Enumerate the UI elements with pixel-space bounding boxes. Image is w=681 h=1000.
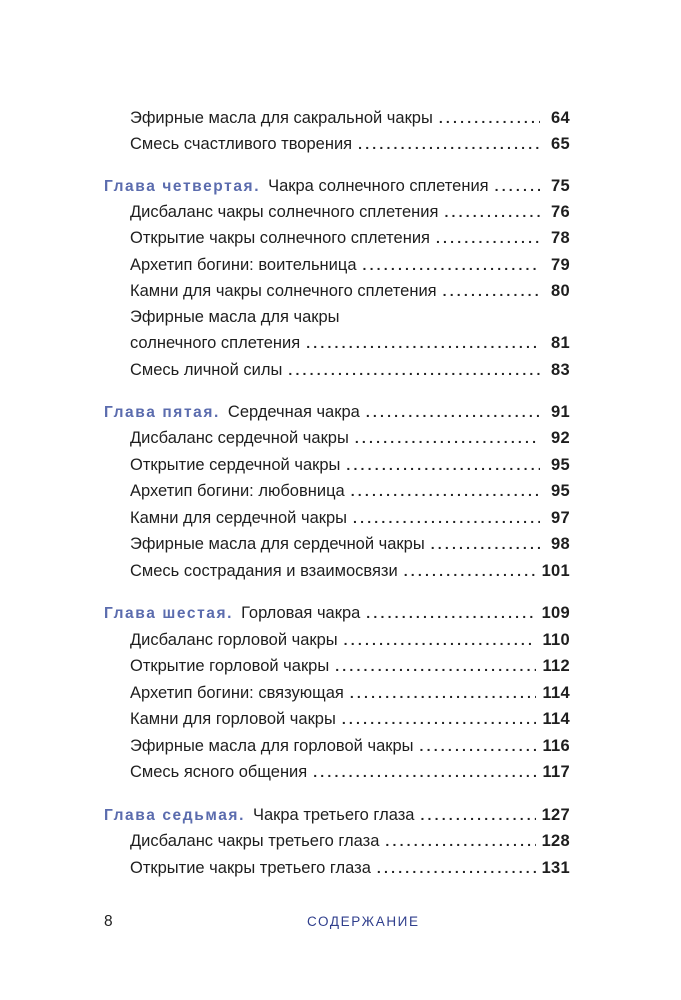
entry-page-number: 98	[551, 535, 570, 553]
entry-title: Архетип богини: связующая	[130, 684, 344, 702]
entry-title: Дисбаланс горловой чакры	[130, 631, 338, 649]
toc-chapter-entry	[104, 600, 570, 626]
dot-leader	[404, 558, 536, 584]
entry-title: Смесь сострадания и взаимосвязи	[130, 562, 398, 580]
entry-page-number: 78	[551, 229, 570, 247]
entry-page-number: 101	[541, 562, 570, 580]
dot-leader	[346, 452, 540, 478]
chapter-number: Глава пятая.	[104, 404, 220, 421]
toc-entry	[130, 531, 570, 557]
toc-chapter-entry	[104, 173, 570, 199]
entry-page-number: 79	[551, 256, 570, 274]
entry-page-number: 117	[542, 763, 570, 781]
entry-page-number: 97	[551, 509, 570, 527]
entry-page-number: 76	[551, 203, 570, 221]
entry-title: Эфирные масла для сакральной чакры	[130, 109, 433, 127]
dot-leader	[420, 802, 535, 828]
toc-entry	[130, 357, 570, 383]
dot-leader	[377, 855, 536, 881]
dot-leader	[288, 357, 540, 383]
entry-page-number: 127	[541, 806, 570, 824]
entry-title: Чакра третьего глаза	[252, 806, 415, 824]
entry-title: Сердечная чакра	[227, 403, 360, 421]
toc-entry	[130, 131, 570, 157]
dot-leader	[313, 759, 536, 785]
entry-page-number: 128	[541, 832, 570, 850]
toc-entry	[130, 425, 570, 451]
entry-page-number: 83	[551, 361, 570, 379]
entry-page-number: 64	[551, 109, 570, 127]
toc-entry	[130, 478, 570, 504]
chapter-number: Глава седьмая.	[104, 807, 245, 824]
entry-title: Открытие чакры третьего глаза	[130, 859, 371, 877]
entry-title: Эфирные масла для чакры	[130, 308, 340, 326]
entry-page-number: 116	[542, 737, 570, 755]
toc-entry	[130, 505, 570, 531]
toc-entry	[130, 680, 570, 706]
dot-leader	[420, 733, 537, 759]
toc-entry	[130, 304, 570, 330]
dot-leader	[366, 600, 535, 626]
dot-leader	[342, 706, 537, 732]
toc-entry	[130, 199, 570, 225]
entry-page-number: 112	[542, 657, 570, 675]
entry-page-number: 109	[541, 604, 570, 622]
toc-entry	[130, 278, 570, 304]
entry-page-number: 95	[551, 456, 570, 474]
entry-title: Смесь ясного общения	[130, 763, 308, 781]
entry-page-number: 75	[551, 177, 570, 195]
dot-leader	[350, 680, 537, 706]
dot-leader	[444, 199, 540, 225]
dot-leader	[436, 225, 540, 251]
dot-leader	[353, 505, 540, 531]
dot-leader	[355, 425, 540, 451]
chapter-number: Глава четвертая.	[104, 178, 261, 195]
entry-title: Архетип богини: воительница	[130, 256, 357, 274]
toc-entry	[130, 225, 570, 251]
dot-leader	[443, 278, 540, 304]
dot-leader	[335, 653, 536, 679]
dot-leader	[363, 252, 541, 278]
dot-leader	[439, 105, 540, 131]
entry-page-number: 95	[551, 482, 570, 500]
entry-title: Чакра солнечного сплетения	[268, 177, 489, 195]
entry-page-number: 114	[542, 710, 570, 728]
entry-page-number: 81	[551, 334, 570, 352]
entry-page-number: 92	[551, 429, 570, 447]
entry-page-number: 114	[542, 684, 570, 702]
dot-leader	[385, 828, 535, 854]
entry-title: Дисбаланс чакры третьего глаза	[130, 832, 380, 850]
entry-title: Эфирные масла для горловой чакры	[130, 737, 414, 755]
toc-entry	[130, 105, 570, 131]
toc-chapter-entry	[104, 802, 570, 828]
entry-title: Открытие сердечной чакры	[130, 456, 341, 474]
toc-entry	[130, 653, 570, 679]
entry-title: Смесь счастливого творения	[130, 135, 353, 153]
entry-page-number: 131	[541, 859, 570, 877]
entry-title: Архетип богини: любовница	[130, 482, 345, 500]
entry-page-number: 80	[551, 282, 570, 300]
dot-leader	[495, 173, 540, 199]
toc-entry	[130, 706, 570, 732]
dot-leader	[351, 478, 540, 504]
page-number: 8	[104, 913, 113, 930]
running-head: СОДЕРЖАНИЕ	[307, 914, 420, 929]
toc-entry	[130, 759, 570, 785]
entry-title: солнечного сплетения	[130, 334, 301, 352]
toc-entry	[130, 252, 570, 278]
dot-leader	[358, 131, 540, 157]
entry-title: Камни для сердечной чакры	[130, 509, 348, 527]
dot-leader	[306, 330, 540, 356]
entry-title: Открытие горловой чакры	[130, 657, 330, 675]
toc-chapter-entry	[104, 399, 570, 425]
entry-title: Дисбаланс сердечной чакры	[130, 429, 349, 447]
toc-entry	[130, 855, 570, 881]
entry-title: Открытие чакры солнечного сплетения	[130, 229, 430, 247]
entry-title: Камни для горловой чакры	[130, 710, 336, 728]
toc-entry	[130, 558, 570, 584]
toc-entry	[130, 627, 570, 653]
toc-entry	[130, 828, 570, 854]
entry-title: Дисбаланс чакры солнечного сплетения	[130, 203, 439, 221]
dot-leader	[431, 531, 540, 557]
entry-page-number: 110	[542, 631, 570, 649]
toc-entry	[130, 330, 570, 356]
toc-entry	[130, 733, 570, 759]
entry-title: Горловая чакра	[241, 604, 361, 622]
entry-title: Эфирные масла для сердечной чакры	[130, 535, 425, 553]
entry-page-number: 65	[551, 135, 570, 153]
entry-page-number: 91	[551, 403, 570, 421]
entry-title: Смесь личной силы	[130, 361, 283, 379]
dot-leader	[344, 627, 537, 653]
dot-leader	[366, 399, 540, 425]
toc-entry	[130, 452, 570, 478]
chapter-number: Глава шестая.	[104, 605, 234, 622]
entry-title: Камни для чакры солнечного сплетения	[130, 282, 437, 300]
